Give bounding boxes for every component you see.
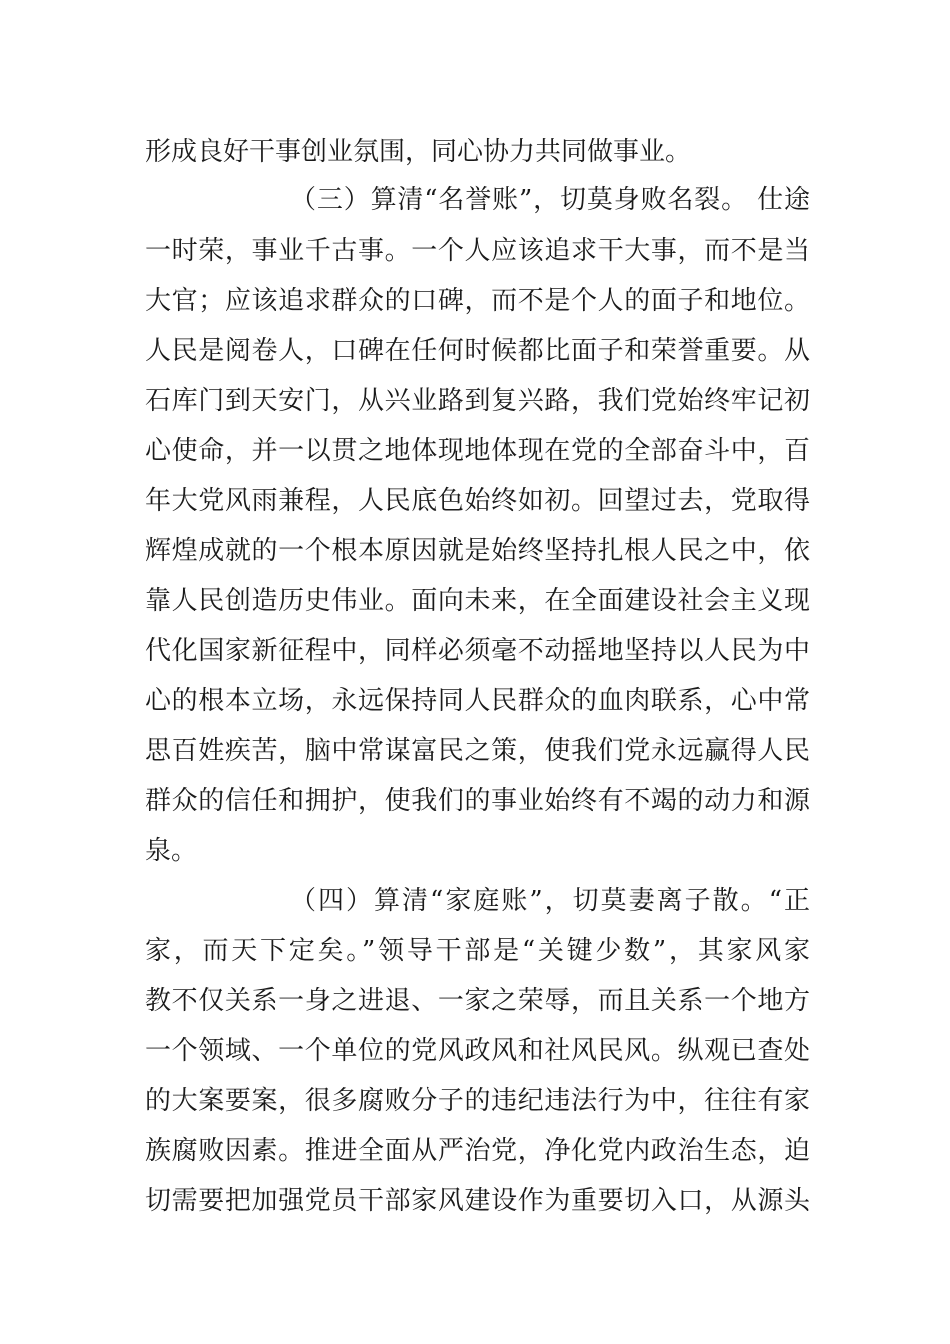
text-line-19: 一个领域、一个单位的党风政风和社风民风。纵观已查处: [145, 1036, 810, 1066]
text-line-6: 石库门到天安门，从兴业路到复兴路，我们党始终牢记初: [145, 386, 810, 416]
text-line-17: 家，而天下定矣。”领导干部是“关键少数”，其家风家: [145, 936, 810, 966]
text-line-11: 代化国家新征程中，同样必须毫不动摇地坚持以人民为中: [145, 636, 810, 666]
text-line-3: 一时荣，事业千古事。一个人应该追求干大事，而不是当: [145, 236, 810, 266]
text-line-12: 心的根本立场，永远保持同人民群众的血肉联系，心中常: [145, 686, 810, 716]
text-line-10: 靠人民创造历史伟业。面向未来，在全面建设社会主义现: [145, 586, 810, 616]
text-line-5: 人民是阅卷人，口碑在任何时候都比面子和荣誉重要。从: [145, 336, 810, 366]
text-line-8: 年大党风雨兼程，人民底色始终如初。回望过去，党取得: [145, 486, 810, 516]
text-line-7: 心使命，并一以贯之地体现地体现在党的全部奋斗中，百: [145, 436, 810, 466]
section-heading-3: （三）算清“名誉账”，切莫身败名裂。 仕途: [290, 185, 810, 215]
text-line-22: 切需要把加强党员干部家风建设作为重要切入口，从源头: [145, 1186, 810, 1216]
text-line-20: 的大案要案，很多腐败分子的违纪违法行为中，往往有家: [145, 1086, 810, 1116]
text-line-21: 族腐败因素。推进全面从严治党，净化党内政治生态，迫: [145, 1136, 810, 1166]
text-line-18: 教不仅关系一身之进退、一家之荣辱，而且关系一个地方: [145, 986, 810, 1016]
text-line-1: 形成良好干事创业氛围，同心协力共同做事业。: [145, 137, 692, 167]
text-line-4: 大官；应该追求群众的口碑，而不是个人的面子和地位。: [145, 286, 810, 316]
text-line-9: 辉煌成就的一个根本原因就是始终坚持扎根人民之中，依: [145, 536, 810, 566]
text-line-13: 思百姓疾苦，脑中常谋富民之策，使我们党永远赢得人民: [145, 736, 810, 766]
text-line-14: 群众的信任和拥护，使我们的事业始终有不竭的动力和源: [145, 786, 810, 816]
section-heading-4: （四）算清“家庭账”，切莫妻离子散。“正: [290, 886, 810, 916]
text-line-15: 泉。: [145, 836, 198, 866]
